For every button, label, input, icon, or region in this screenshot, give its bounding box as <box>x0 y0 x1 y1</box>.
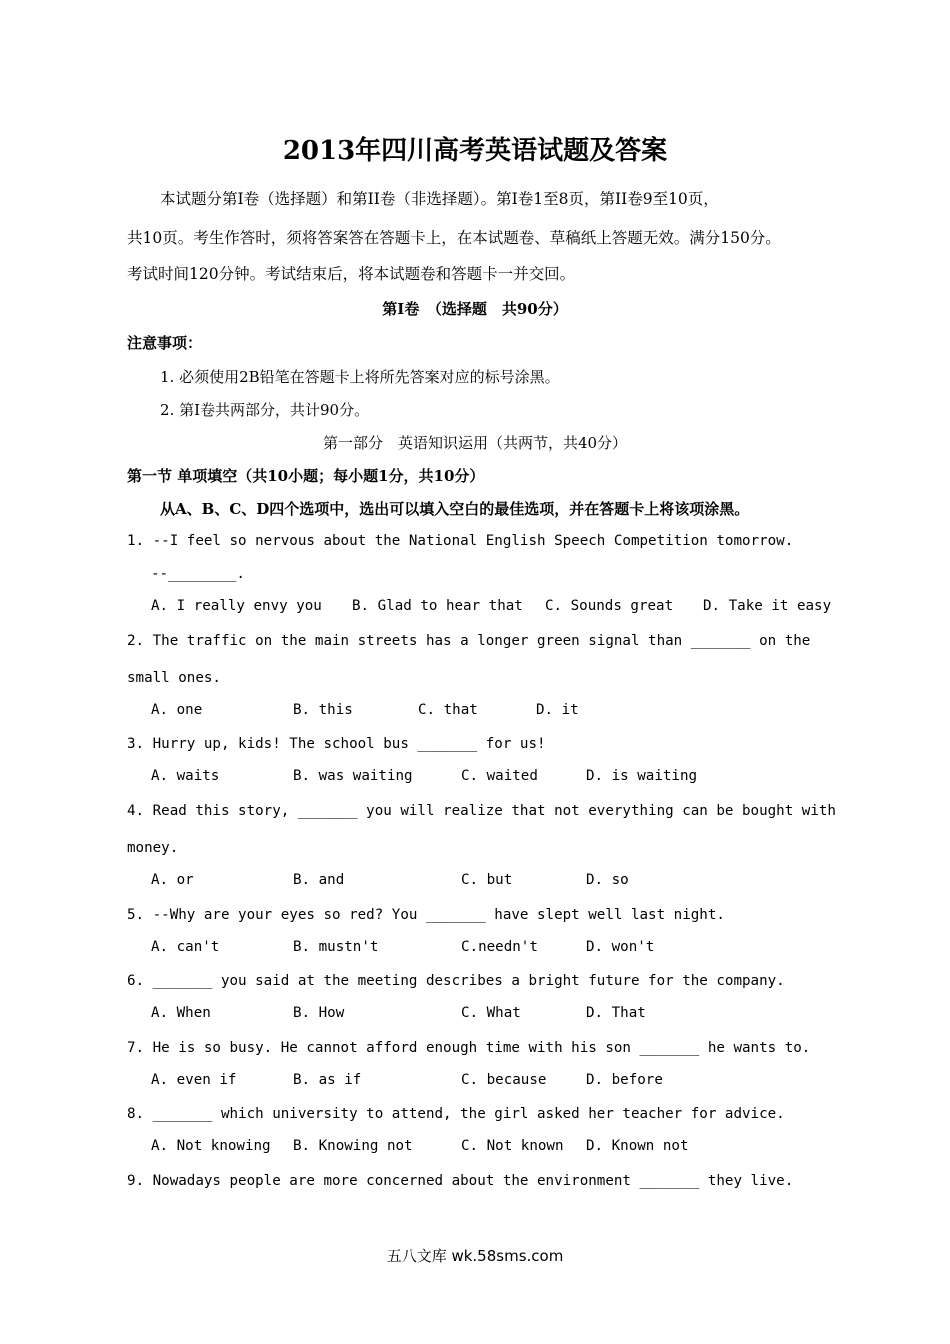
option-a: A. or <box>151 872 194 888</box>
note-item-1: 1. 必须使用2B铅笔在答题卡上将所先答案对应的标号涂黑。 <box>160 368 560 386</box>
instruction: 从A、B、C、D四个选项中，选出可以填入空白的最佳选项，并在答题卡上将该项涂黑。 <box>160 500 750 518</box>
option-b: B. How <box>293 1005 345 1021</box>
option-a: A. even if <box>151 1072 237 1088</box>
question-4-options <box>151 872 911 890</box>
footer-watermark: 五八文库 wk.58sms.com <box>386 1247 564 1265</box>
option-a: A. Not knowing <box>151 1138 271 1154</box>
question-1-line-2: --________. <box>151 566 245 582</box>
option-b: B. as if <box>293 1072 362 1088</box>
intro-line-2: 共10页。考生作答时，须将答案答在答题卡上，在本试题卷、草稿纸上答题无效。满分150分。 <box>127 229 781 247</box>
question-1-line-1: 1. --I feel so nervous about the National English Speech Competition tomorrow. <box>127 533 794 549</box>
part-heading: 第一部分 英语知识运用（共两节，共40分） <box>322 434 628 452</box>
question-2-options <box>151 702 911 720</box>
option-c: C.needn't <box>461 939 538 955</box>
question-2-line-2: small ones. <box>127 670 221 686</box>
question-7-line-1: 7. He is so busy. He cannot afford enough time with his son _______ he wants to. <box>127 1040 811 1056</box>
option-b: B. was waiting <box>293 768 413 784</box>
note-item-2: 2. 第Ⅰ卷共两部分，共计90分。 <box>160 401 370 419</box>
section-heading: 第Ⅰ卷 （选择题 共90分） <box>382 300 568 318</box>
option-d: D. won't <box>586 939 655 955</box>
intro-line-3: 考试时间120分钟。考试结束后，将本试题卷和答题卡一并交回。 <box>127 265 576 283</box>
question-5-line-1: 5. --Why are your eyes so red? You _______ have slept well last night. <box>127 907 725 923</box>
question-8-options <box>151 1138 911 1156</box>
question-6-options <box>151 1005 911 1023</box>
option-d: D. it <box>536 702 579 718</box>
option-b: B. and <box>293 872 345 888</box>
question-2-line-1: 2. The traffic on the main streets has a longer green signal than _______ on the <box>127 633 811 649</box>
subsection-heading: 第一节 单项填空（共10小题；每小题1分，共10分） <box>127 467 485 485</box>
question-1-options <box>151 598 911 616</box>
option-a: A. one <box>151 702 203 718</box>
option-b: B. Knowing not <box>293 1138 413 1154</box>
question-9-line-1: 9. Nowadays people are more concerned about the environment _______ they live. <box>127 1173 794 1189</box>
question-7-options <box>151 1072 911 1090</box>
option-c: C. What <box>461 1005 521 1021</box>
option-b: B. mustn't <box>293 939 379 955</box>
option-b: B. Glad to hear that <box>352 598 523 614</box>
option-a: A. I really envy you <box>151 598 322 614</box>
option-d: D. so <box>586 872 629 888</box>
option-c: C. because <box>461 1072 547 1088</box>
question-3-options <box>151 768 911 786</box>
question-8-line-1: 8. _______ which university to attend, the girl asked her teacher for advice. <box>127 1106 785 1122</box>
question-4-line-2: money. <box>127 840 179 856</box>
option-c: C. but <box>461 872 513 888</box>
option-d: D. Take it easy <box>703 598 832 614</box>
option-a: A. waits <box>151 768 220 784</box>
option-c: C. waited <box>461 768 538 784</box>
question-3-line-1: 3. Hurry up, kids! The school bus _______ for us! <box>127 736 546 752</box>
intro-line-1: 本试题分第Ⅰ卷（选择题）和第II卷（非选择题）。第Ⅰ卷1至8页，第II卷9至10页， <box>160 190 719 208</box>
option-d: D. Known not <box>586 1138 689 1154</box>
option-b: B. this <box>293 702 353 718</box>
question-4-line-1: 4. Read this story, _______ you will realize that not everything can be bought with <box>127 803 836 819</box>
option-c: C. Sounds great <box>545 598 674 614</box>
question-5-options <box>151 939 911 957</box>
question-6-line-1: 6. _______ you said at the meeting describes a bright future for the company. <box>127 973 785 989</box>
page-title: 2013年四川高考英语试题及答案 <box>282 136 668 166</box>
notes-heading: 注意事项： <box>127 334 203 352</box>
option-d: D. before <box>586 1072 663 1088</box>
option-d: D. That <box>586 1005 646 1021</box>
option-c: C. that <box>418 702 478 718</box>
option-a: A. can't <box>151 939 220 955</box>
option-d: D. is waiting <box>586 768 698 784</box>
option-c: C. Not known <box>461 1138 564 1154</box>
option-a: A. When <box>151 1005 211 1021</box>
